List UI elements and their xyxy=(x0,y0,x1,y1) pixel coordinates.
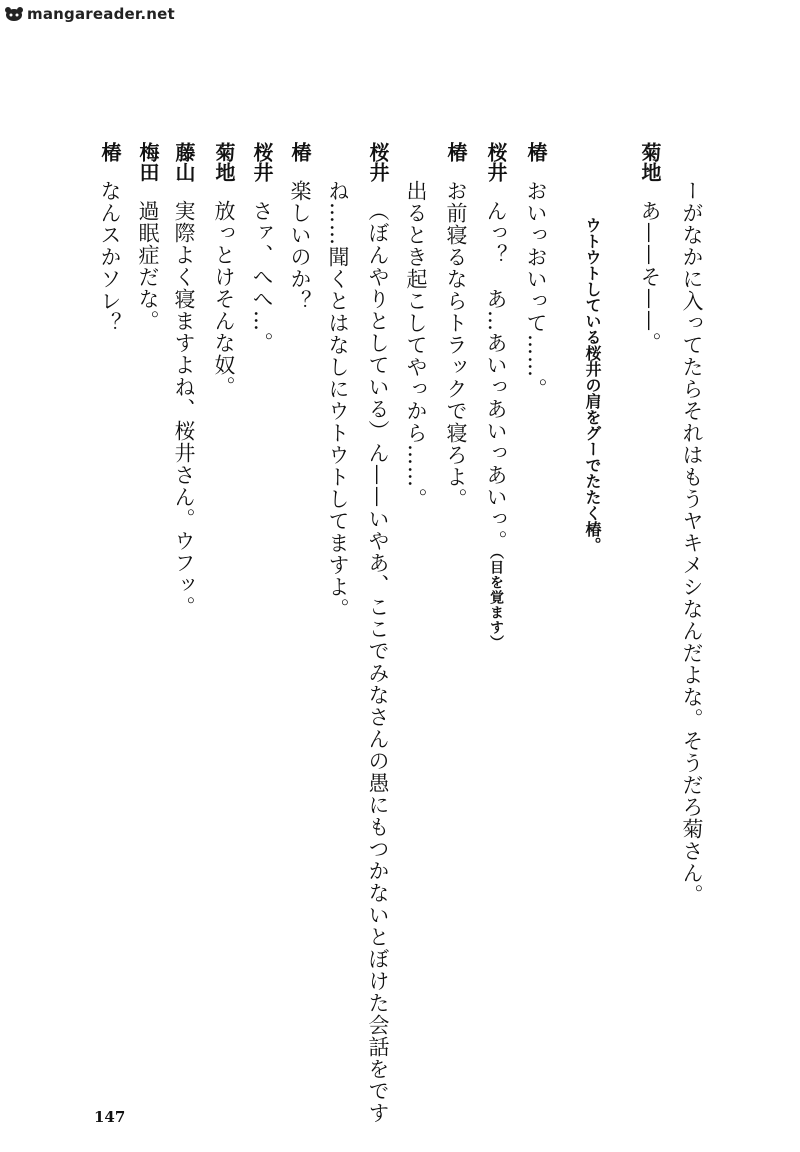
dialogue-line xyxy=(480,142,512,650)
direction-text: ウトウトしている桜井の肩をグーでたたく椿。 xyxy=(583,217,602,553)
line-continuation xyxy=(322,180,354,620)
dialogue-line xyxy=(362,142,394,1124)
speaker-name: 藤山 xyxy=(172,142,196,182)
dialogue-line xyxy=(284,142,316,312)
speaker-name: 桜井 xyxy=(484,142,508,182)
speaker-name: 菊地 xyxy=(212,142,236,182)
speaker-name: 桜井 xyxy=(366,142,390,182)
line-text: んっ？ あ…あいっあいっあいっ。 xyxy=(484,200,508,552)
dialogue-line xyxy=(94,142,126,334)
line-text: お前寝るならトラックで寝ろよ。 xyxy=(444,180,468,510)
dialogue-line xyxy=(246,142,278,354)
dialogue-line xyxy=(440,142,472,510)
speaker-name: 菊地 xyxy=(638,142,662,182)
speaker-name: 椿 xyxy=(288,142,312,162)
line-text: 過眠症だな。 xyxy=(136,200,160,332)
line-text: さァ、へへ…。 xyxy=(250,200,274,354)
dialogue-line xyxy=(168,142,200,618)
line-continuation-1 xyxy=(676,180,708,906)
line-note: （目を覚ます） xyxy=(488,552,504,650)
line-text: あ——そ——。 xyxy=(638,200,662,354)
line-text: おいっおいって……。 xyxy=(524,180,548,400)
line-text: 出るとき起こしてやっから……。 xyxy=(404,180,428,510)
speaker-name: 椿 xyxy=(98,142,122,162)
line-text: 放っとけそんな奴。 xyxy=(212,200,236,398)
line-text: 実際よく寝ますよね、桜井さん。ウフッ。 xyxy=(172,200,196,618)
speaker-name: 椿 xyxy=(524,142,548,162)
dialogue-line xyxy=(208,142,240,398)
line-text: 楽しいのか？ xyxy=(288,180,312,312)
speaker-name: 梅田 xyxy=(136,142,160,182)
line-continuation xyxy=(400,180,432,510)
speaker-name: 桜井 xyxy=(250,142,274,182)
page-number: 147 xyxy=(94,1108,126,1126)
stage-direction xyxy=(576,217,608,553)
line-text: なんスかソレ？ xyxy=(98,180,122,334)
dialogue-line xyxy=(132,142,164,332)
speaker-name: 椿 xyxy=(444,142,468,162)
dialogue-line xyxy=(520,142,552,400)
dialogue-line xyxy=(634,142,666,354)
line-text: ね……聞くとはなしにウトウトしてますよ。 xyxy=(326,180,350,620)
watermark-text: mangareader.net xyxy=(27,5,175,23)
line-text: （ぼんやりとしている）ん——いやあ、ここでみなさんの愚にもつかないとぼけた会話をです xyxy=(366,200,390,1124)
line-text: ーがなかに入ってたらそれはもうヤキメシなんだよな。そうだろ菊さん。 xyxy=(680,180,704,906)
